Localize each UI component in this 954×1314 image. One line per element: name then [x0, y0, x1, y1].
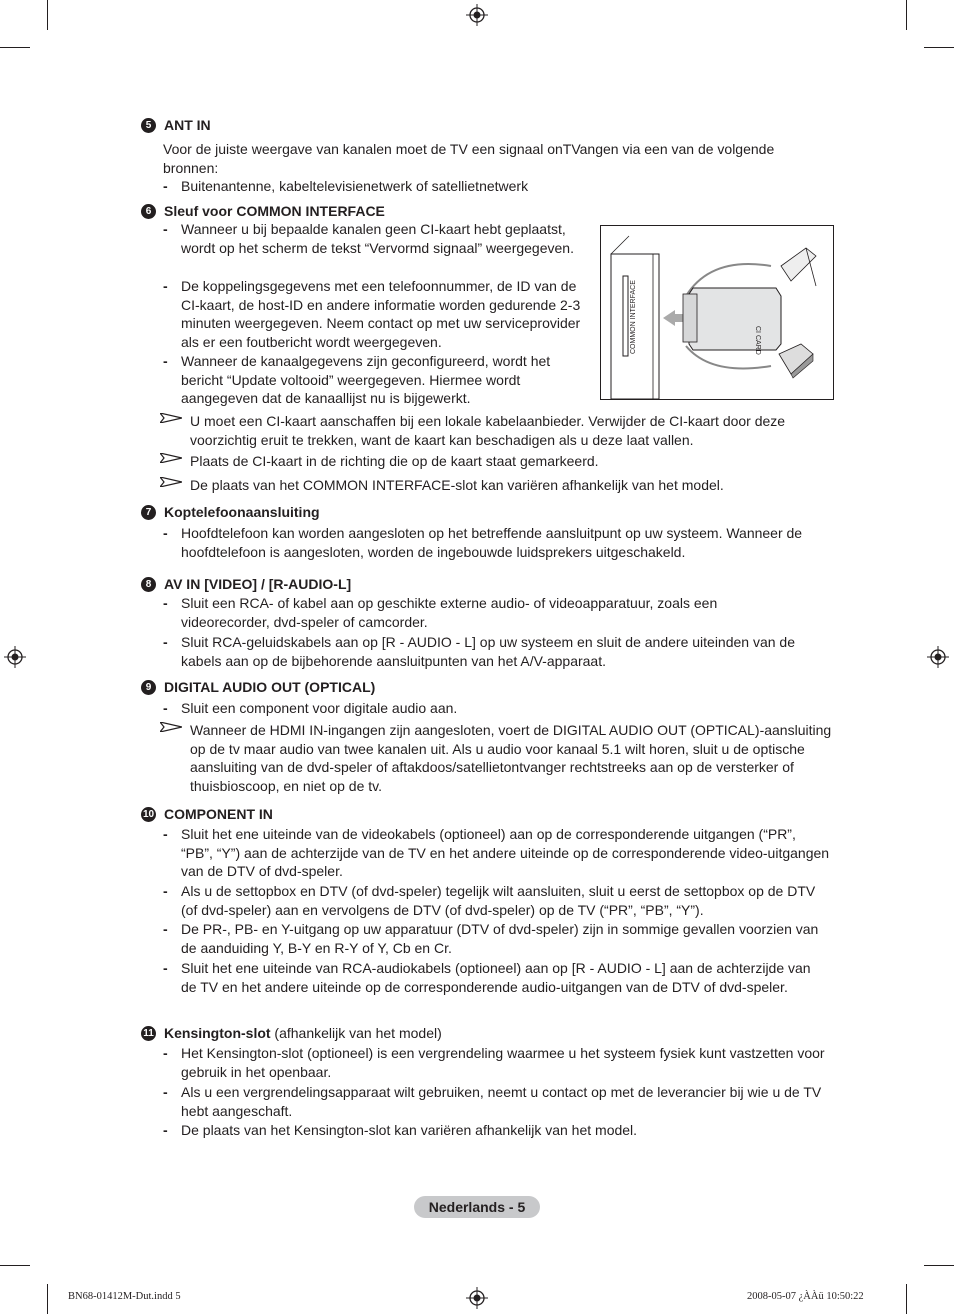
list-item: Sluit het ene uiteinde van RCA-audiokabels (optioneel) aan op [R - AUDIO - L] aan de achterzijde van de TV en het andere uiteinde op de corresponderende audio-uitgangen van de DTV of dvd-speler. [181, 960, 811, 995]
section-10-heading [141, 805, 273, 823]
section-title: COMPONENT IN [164, 806, 273, 822]
list-item: De koppelingsgegevens met een telefoonnummer, de ID van de CI-kaart, de host-ID en andere informatie worden gedurende 2-3 minuten weergegeven. Neem contact op met uw serviceprovider als er een foutbericht wordt weergegeven. [181, 278, 581, 350]
crop-mark [0, 47, 30, 48]
note-arrow-icon [160, 722, 182, 732]
section-number-badge: 10 [142, 808, 155, 820]
section-number-badge: 7 [141, 505, 156, 520]
note-text: De plaats van het COMMON INTERFACE-slot kan variëren afhankelijk van het model. [190, 477, 724, 493]
section-5-intro: Voor de juiste weergave van kanalen moet de TV een signaal onTVangen via een van de volgende bronnen: [163, 141, 775, 176]
list-item: Als u de settopbox en DTV (of dvd-speler) tegelijk wilt aansluiten, sluit u eerst de settopbox op de DTV (of dvd-speler) aan en vervolgens de DTV (of dvd-speler) op de TV (“PR”, “PB”, “Y”). [181, 883, 816, 918]
list-item: Wanneer u bij bepaalde kanalen geen CI-kaart hebt geplaatst, wordt op het scherm de tekst “Vervormd signaal” weergegeven. [181, 221, 574, 256]
print-file-info: BN68-01412M-Dut.indd 5 [68, 1291, 181, 1302]
crop-mark [924, 47, 954, 48]
list-item: Sluit een component voor digitale audio aan. [181, 700, 458, 716]
section-title: ANT IN [164, 117, 211, 133]
section-number-badge: 9 [141, 680, 156, 695]
bullet-dash: - [163, 700, 168, 716]
print-date-info: 2008-05-07 ¿ÀÀü 10:50:22 [747, 1291, 864, 1302]
list-item: Sluit RCA-geluidskabels aan op [R - AUDIO - L] op uw systeem en sluit de andere uiteinden van de kabels aan op de bijbehorende aansluitpunten van het A/V-apparaat. [181, 634, 795, 669]
registration-mark-icon [927, 646, 949, 668]
list-item: Het Kensington-slot (optioneel) is een vergrendeling waarmee u het systeem fysiek kunt vastzetten voor gebruik in het openbaar. [181, 1045, 825, 1080]
bullet-dash: - [163, 1122, 168, 1138]
section-9-heading [141, 678, 375, 696]
ci-card-illustration [600, 225, 834, 400]
list-item: Sluit het ene uiteinde van de videokabels (optioneel) aan op de corresponderende uitgangen (“PR”, “PB”, “Y”) aan de achterzijde van de TV en het andere uiteinde op de corresponderende video-uitgangen van de DTV of dvd-speler. [181, 826, 830, 879]
note-text: U moet een CI-kaart aanschaffen bij een lokale kabelaanbieder. Verwijder de CI-kaart door deze voorzichtig eruit te trekken, want de kaart kan beschadigen als u deze laat vallen. [190, 413, 786, 448]
card-label: CI CARD [754, 326, 761, 355]
bullet-dash: - [163, 1045, 168, 1061]
crop-mark [906, 1284, 907, 1314]
bullet-dash: - [163, 178, 168, 194]
section-number-badge: 8 [141, 577, 156, 592]
list-item: De plaats van het Kensington-slot kan variëren afhankelijk van het model. [181, 1122, 638, 1138]
crop-mark [47, 1284, 48, 1314]
bullet-dash: - [163, 221, 168, 237]
section-5-heading [141, 116, 211, 134]
bullet-dash: - [163, 634, 168, 650]
section-number-badge: 11 [141, 1026, 156, 1041]
note-text: Wanneer de HDMI IN-ingangen zijn aangesloten, voert de DIGITAL AUDIO OUT (OPTICAL)-aansluiting op de tv maar audio van twee kanalen uit. Als u audio voor kanaal 5.1 wilt horen, sluit u de optische aansluiting van de dvd-speler of aftakdoos/satellietontvanger rechtstreeks aan op de versterker of thuisbioscoop, en niet op de tv. [190, 722, 832, 794]
section-title [164, 1025, 442, 1041]
list-item: Als u een vergrendelingsapparaat wilt gebruiken, neemt u contact op met de leverancier bij wie u de TV hebt aangeschaft. [181, 1084, 822, 1119]
note-text: Plaats de CI-kaart in de richting die op de kaart staat gemarkeerd. [190, 453, 599, 469]
registration-mark-icon [466, 4, 488, 26]
bullet-dash: - [163, 883, 168, 899]
crop-mark [924, 1265, 954, 1266]
list-item: Hoofdtelefoon kan worden aangesloten op het betreffende aansluitpunt op uw systeem. Wanneer de hoofdtelefoon is aangesloten, worden de ingebouwde luidsprekers uitgeschakeld. [181, 525, 803, 560]
bullet-dash: - [163, 960, 168, 976]
section-11-heading [141, 1024, 442, 1042]
section-title-text: Kensington-slot [164, 1025, 271, 1041]
bullet-dash: - [163, 921, 168, 937]
bullet-dash: - [163, 826, 168, 842]
section-6-heading [141, 202, 385, 220]
section-title: Sleuf voor COMMON INTERFACE [164, 203, 385, 219]
note-arrow-icon [160, 453, 182, 463]
crop-mark [47, 0, 48, 30]
section-title: Koptelefoonaansluiting [164, 504, 320, 520]
section-title: AV IN [VIDEO] / [R-AUDIO-L] [164, 576, 352, 592]
section-title-suffix: (afhankelijk van het model) [270, 1025, 442, 1041]
note-arrow-icon [160, 413, 182, 423]
page-number-label: Nederlands - 5 [414, 1196, 540, 1218]
note-arrow-icon [160, 477, 182, 487]
bullet-dash: - [163, 525, 168, 541]
list-item: De PR-, PB- en Y-uitgang op uw apparatuur (DTV of dvd-speler) zijn in sommige gevallen voorzien van de aanduiding Y, B-Y en R-Y of Y, Cb en Cr. [181, 921, 819, 956]
list-item: Buitenantenne, kabeltelevisienetwerk of satellietnetwerk [181, 178, 529, 194]
crop-mark [906, 0, 907, 30]
section-7-heading [141, 503, 320, 521]
slot-label: COMMON INTERFACE [630, 280, 637, 354]
section-number-badge: 6 [141, 204, 156, 219]
list-item: Wanneer de kanaalgegevens zijn geconfigureerd, wordt het bericht “Update voltooid” weergegeven. Hiermee wordt aangegeven dat de kanaallijst nu is bijgewerkt. [181, 353, 551, 406]
bullet-dash: - [163, 595, 168, 611]
bullet-dash: - [163, 278, 168, 294]
section-8-heading [141, 575, 351, 593]
registration-mark-icon [466, 1287, 488, 1309]
list-item: Sluit een RCA- of kabel aan op geschikte externe audio- of videoapparatuur, zoals een videorecorder, dvd-speler of camcorder. [181, 595, 718, 630]
section-number-badge: 5 [141, 118, 156, 133]
registration-mark-icon [4, 646, 26, 668]
bullet-dash: - [163, 1084, 168, 1100]
bullet-dash: - [163, 353, 168, 369]
crop-mark [0, 1265, 30, 1266]
section-title: DIGITAL AUDIO OUT (OPTICAL) [164, 679, 376, 695]
